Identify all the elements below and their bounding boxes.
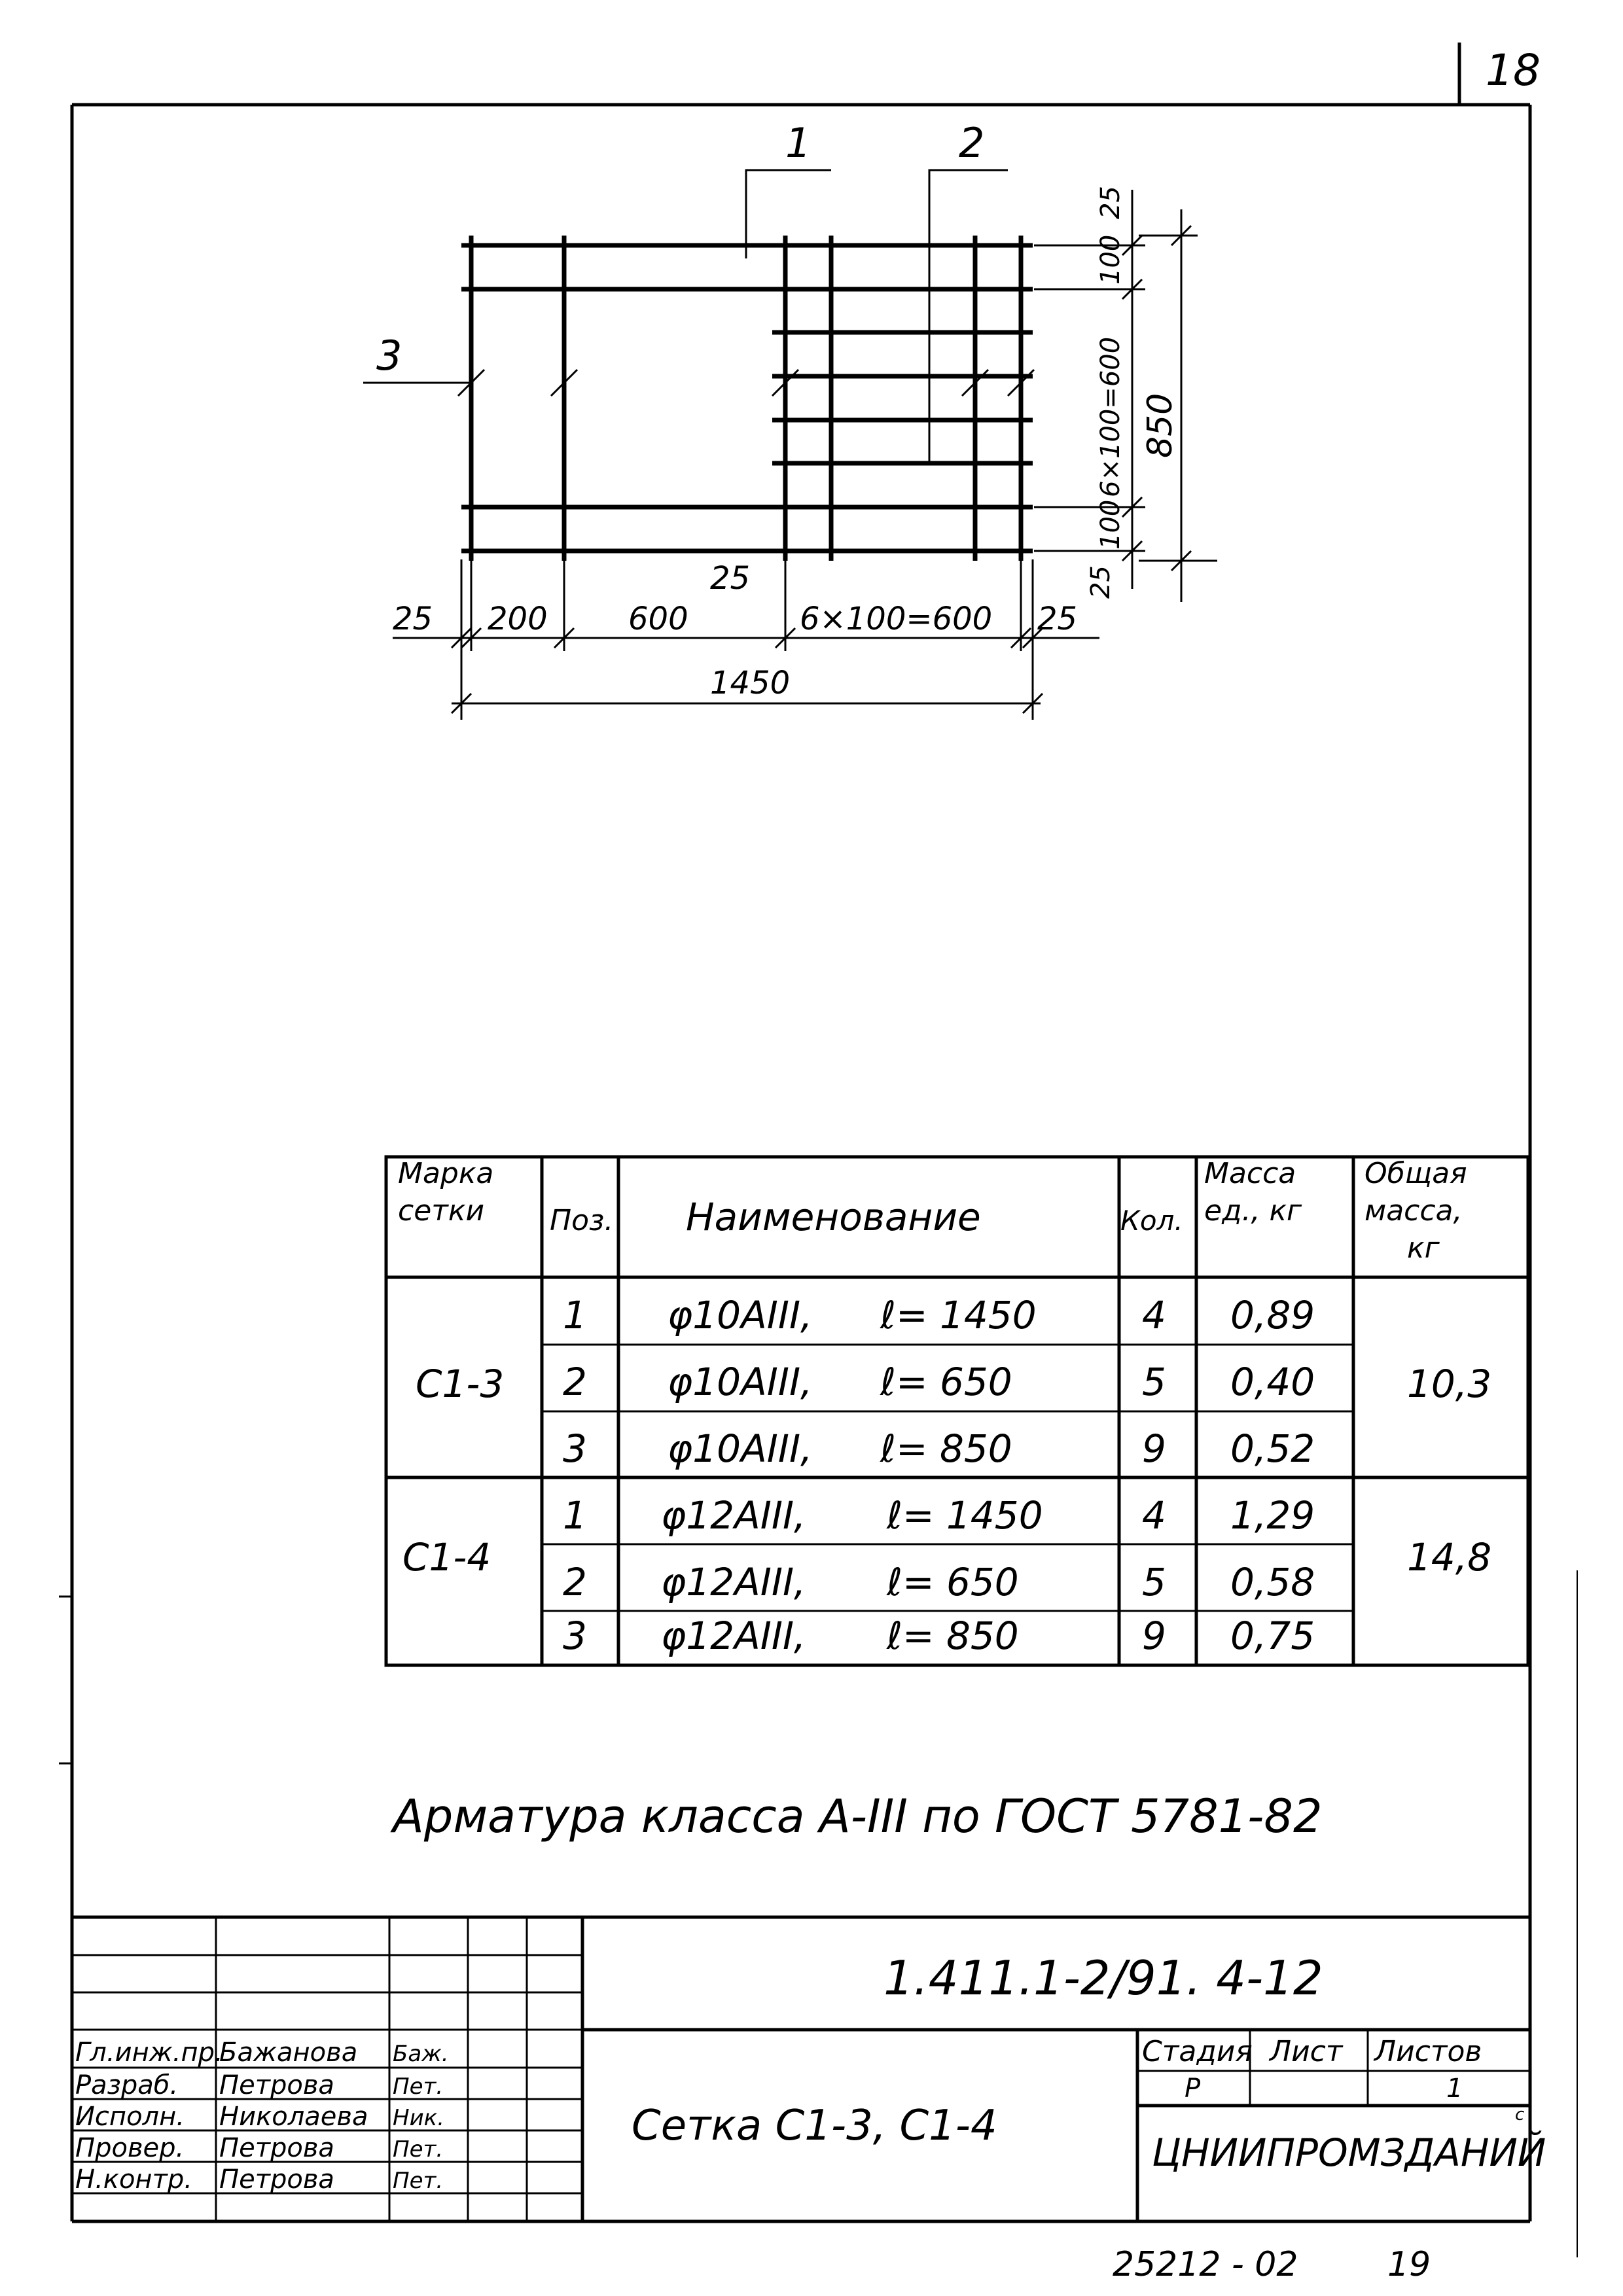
row-mass: 0,52 <box>1230 1426 1315 1471</box>
dim-label: 600 <box>628 601 688 637</box>
header-total-1: Общая <box>1364 1157 1467 1190</box>
dim-label: 25 <box>710 560 751 597</box>
row-mass: 1,29 <box>1230 1493 1315 1538</box>
header-total-3: кг <box>1407 1231 1440 1265</box>
signatory-name: Николаева <box>219 2102 368 2132</box>
organization: ЦНИИПРОМЗДАНИЙ <box>1152 2130 1546 2175</box>
signatory-role: Разраб. <box>75 2070 179 2100</box>
group-total: 14,8 <box>1407 1535 1492 1580</box>
dim-label-v: 100 <box>1096 234 1126 285</box>
group-total: 10,3 <box>1407 1362 1492 1406</box>
header-total-2: масса, <box>1364 1194 1463 1227</box>
header-unit-mass-1: Масса <box>1204 1157 1296 1190</box>
signature: Пет. <box>393 2168 444 2194</box>
dim-label: 200 <box>488 601 548 637</box>
row-len: ℓ= 650 <box>887 1560 1019 1604</box>
pos-label-1: 1 <box>785 119 812 167</box>
row-qty: 4 <box>1142 1493 1166 1538</box>
row-bar: φ12АIII, <box>661 1493 806 1538</box>
row-len: ℓ= 850 <box>887 1614 1019 1658</box>
signatory-name: Петрова <box>219 2070 334 2100</box>
dim-label-v: 25 <box>1096 186 1126 219</box>
row-qty: 4 <box>1142 1293 1166 1337</box>
signatory-role: Исполн. <box>75 2102 185 2132</box>
sheet-label: Лист <box>1270 2035 1343 2068</box>
mesh-drawing <box>363 170 1217 720</box>
dim-label-total: 1450 <box>710 665 791 701</box>
row-len: ℓ= 1450 <box>887 1493 1043 1538</box>
row-bar: φ10АIII, <box>668 1293 813 1337</box>
organization-superscript: с <box>1515 2105 1525 2125</box>
signature: Пет. <box>393 2136 444 2163</box>
row-mass: 0,58 <box>1230 1560 1315 1604</box>
row-bar: φ10АIII, <box>668 1360 813 1404</box>
dim-label-v: 100 <box>1096 499 1126 550</box>
signatory-name: Петрова <box>219 2164 334 2195</box>
reinforcement-note: Арматура класса А-III по ГОСТ 5781-82 <box>393 1790 1323 1843</box>
group-mark: С1-4 <box>402 1535 491 1580</box>
group-mark: С1-3 <box>416 1362 505 1406</box>
doc-code: 1.411.1-2/91. 4-12 <box>883 1951 1323 2005</box>
row-pos: 3 <box>563 1614 587 1658</box>
stage-value: Р <box>1185 2074 1201 2104</box>
header-qty: Кол. <box>1120 1205 1183 1237</box>
inventory-number: 25212 - 02 <box>1113 2245 1298 2284</box>
dim-label-v: 25 <box>1086 565 1116 599</box>
dim-label-v: 6×100=600 <box>1096 336 1126 497</box>
row-len: ℓ= 650 <box>880 1360 1012 1404</box>
row-pos: 3 <box>563 1426 587 1471</box>
signature: Ник. <box>393 2105 445 2131</box>
row-bar: φ10АIII, <box>668 1426 813 1471</box>
row-mass: 0,89 <box>1230 1293 1315 1337</box>
signatory-name: Петрова <box>219 2133 334 2163</box>
signature: Пет. <box>393 2074 444 2100</box>
header-mark-1: Марка <box>398 1157 494 1190</box>
row-pos: 2 <box>563 1360 587 1404</box>
footer-page: 19 <box>1387 2245 1431 2284</box>
header-mark-2: сетки <box>398 1194 485 1227</box>
header-unit-mass-2: ед., кг <box>1204 1194 1302 1227</box>
row-bar: φ12АIII, <box>661 1560 806 1604</box>
signatory-name: Бажанова <box>219 2038 358 2068</box>
row-qty: 5 <box>1142 1360 1166 1404</box>
row-qty: 9 <box>1142 1426 1166 1471</box>
dim-label: 25 <box>1037 601 1078 637</box>
pos-label-2: 2 <box>959 119 985 167</box>
signatory-role: Провер. <box>75 2133 185 2163</box>
row-bar: φ12АIII, <box>661 1614 806 1658</box>
row-qty: 5 <box>1142 1560 1166 1604</box>
row-pos: 1 <box>563 1293 587 1337</box>
header-name: Наименование <box>686 1195 981 1239</box>
header-pos: Поз. <box>550 1204 614 1237</box>
row-mass: 0,75 <box>1230 1614 1315 1658</box>
spec-body <box>402 1293 1491 1658</box>
sheets-value: 1 <box>1446 2074 1463 2104</box>
signatory-role: Н.контр. <box>75 2164 192 2195</box>
row-mass: 0,40 <box>1230 1360 1315 1404</box>
signatory-role: Гл.инж.пр. <box>75 2038 223 2068</box>
signature: Бaж. <box>393 2041 449 2067</box>
sheets-label: Листов <box>1374 2035 1482 2068</box>
dim-label: 25 <box>393 601 433 637</box>
page-number: 18 <box>1486 45 1541 96</box>
drawing-title: Сетка С1-3, С1-4 <box>632 2102 997 2150</box>
row-qty: 9 <box>1142 1614 1166 1658</box>
row-pos: 2 <box>563 1560 587 1604</box>
dim-label: 6×100=600 <box>800 601 993 637</box>
pos-label-3: 3 <box>376 332 402 380</box>
stage-label: Стадия <box>1142 2035 1253 2068</box>
row-len: ℓ= 850 <box>880 1426 1012 1471</box>
row-pos: 1 <box>563 1493 587 1538</box>
dim-label-v-total: 850 <box>1141 393 1180 458</box>
row-len: ℓ= 1450 <box>880 1293 1037 1337</box>
